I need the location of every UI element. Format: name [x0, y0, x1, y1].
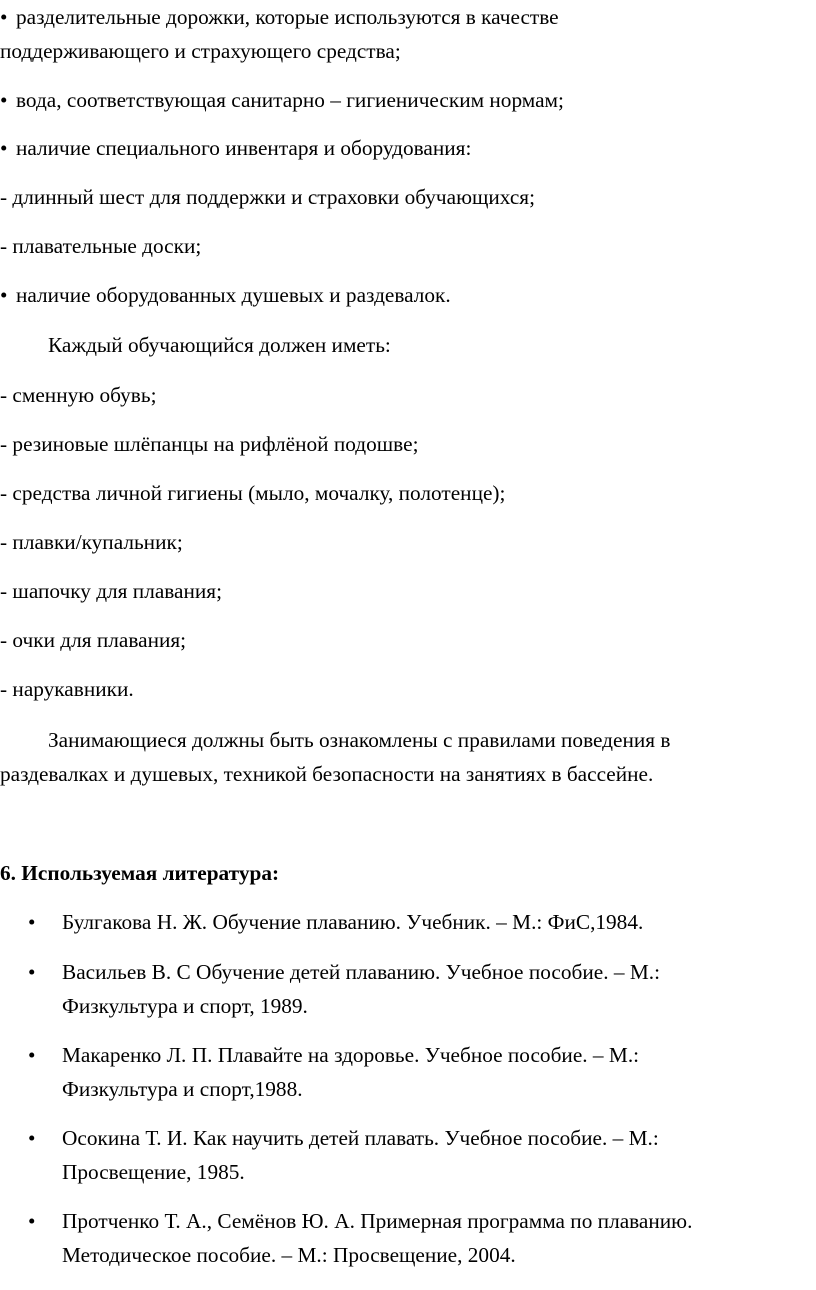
- bullet-icon: •: [0, 136, 8, 160]
- kit-item: - сменную обувь;: [0, 383, 157, 407]
- requirement-subitem: - плавательные доски;: [0, 234, 202, 258]
- bullet-icon: •: [28, 960, 36, 984]
- safety-paragraph-line: раздевалках и душевых, техникой безопасности на занятиях в бассейне.: [0, 762, 654, 786]
- requirement-item: • вода, соответствующая санитарно – гигиеническим нормам;: [0, 85, 564, 115]
- bullet-icon: •: [28, 910, 36, 934]
- requirement-item: • наличие оборудованных душевых и раздевалок.: [0, 280, 451, 310]
- kit-item: - нарукавники.: [0, 677, 134, 701]
- requirement-item: • наличие специального инвентаря и оборудования:: [0, 133, 471, 163]
- kit-item: - очки для плавания;: [0, 628, 187, 652]
- bullet-icon: •: [28, 1209, 36, 1233]
- kit-item: - резиновые шлёпанцы на рифлёной подошве;: [0, 432, 419, 456]
- kit-item: - шапочку для плавания;: [0, 579, 223, 603]
- bullet-icon: •: [0, 5, 8, 29]
- requirement-item-continuation: поддерживающего и страхующего средства;: [0, 39, 401, 63]
- bullet-icon: •: [0, 283, 8, 307]
- bullet-icon: •: [0, 88, 8, 112]
- bullet-icon: •: [28, 1126, 36, 1150]
- requirement-item: • разделительные дорожки, которые используются в качестве: [0, 2, 559, 32]
- kit-item: - плавки/купальник;: [0, 530, 183, 554]
- bullet-icon: •: [28, 1043, 36, 1067]
- literature-heading: 6. Используемая литература:: [0, 861, 280, 885]
- safety-paragraph-line: Занимающиеся должны быть ознакомлены с правилами поведения в: [48, 728, 671, 752]
- kit-item: - средства личной гигиены (мыло, мочалку, полотенце);: [0, 481, 506, 505]
- requirement-subitem: - длинный шест для поддержки и страховки обучающихся;: [0, 185, 535, 209]
- student-kit-intro: Каждый обучающийся должен иметь:: [48, 333, 391, 357]
